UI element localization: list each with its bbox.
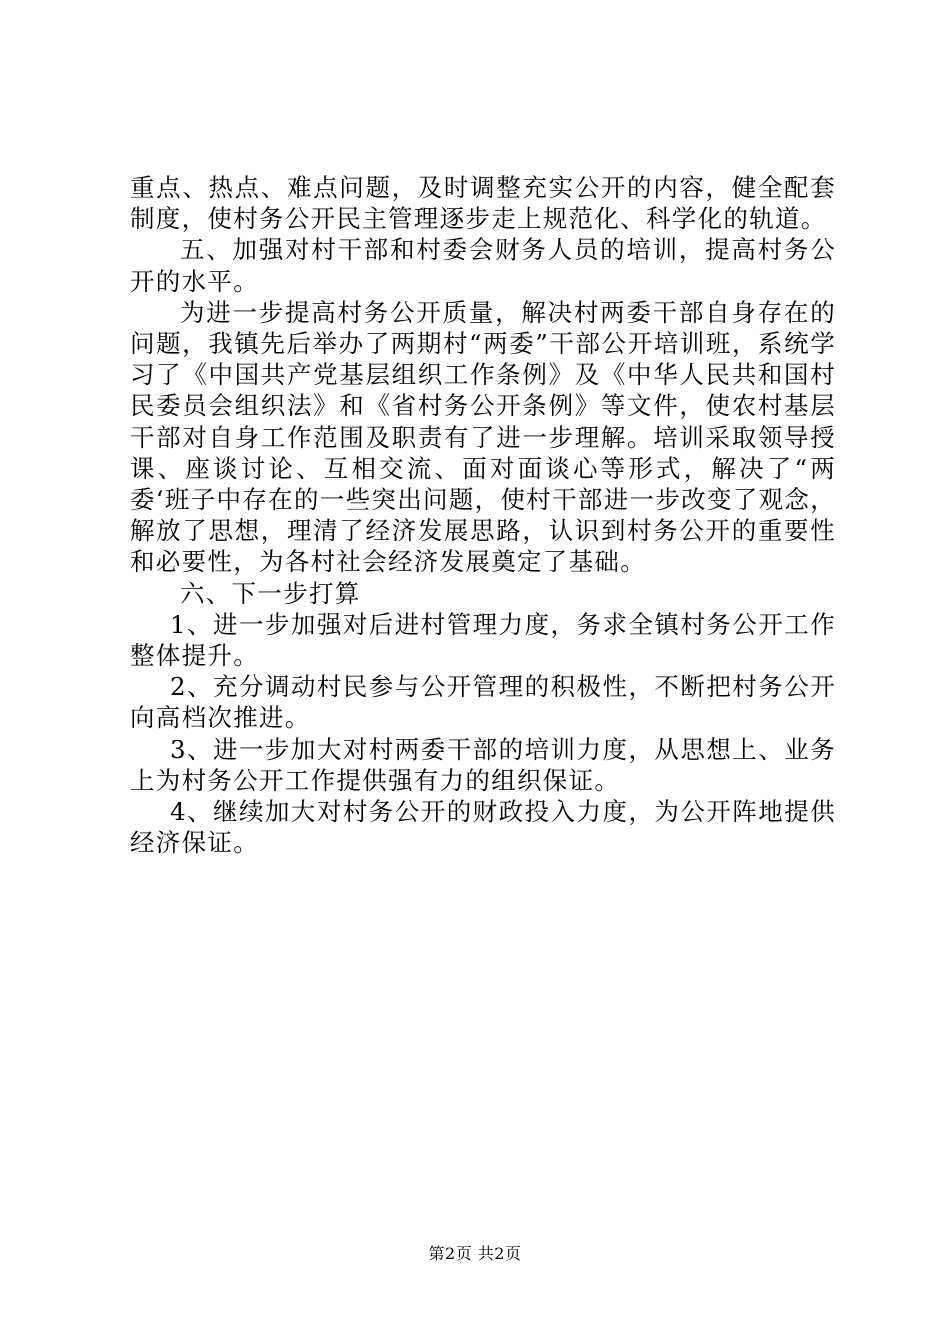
list-item-2: 2、充分调动村民参与公开管理的积极性，不断把村务公开向高档次推进。	[130, 672, 836, 733]
list-item-1: 1、进一步加强对后进村管理力度，务求全镇村务公开工作整体提升。	[130, 609, 836, 671]
document-body	[130, 172, 836, 858]
section-heading-next-steps: 六、下一步打算	[180, 578, 361, 608]
page-number-footer: 第2页 共2页	[428, 1244, 522, 1263]
section-heading-training: 五、加强对村干部和村委会财务人员的培训，提高村务公开的水平。	[130, 235, 836, 296]
paragraph-training: 为进一步提高村务公开质量，解决村两委干部自身存在的问题，我镇先后举办了两期村“两委”干部公开培训班，系统学习了《中国共产党基层组织工作条例》及《中华人民共和国村民委员会组织法》和《省村务公开条例》等文件，使农村基层干部对自身工作范围及职责有了进一步理解。培训采取领导授课、座谈讨论、互相交流、面对面谈心等形式，解决了“两委‘班子中存在的一些突出问题，使村干部进一步改变了观念，解放了思想，理清了经济发展思路，认识到村务公开的重要性和必要性，为各村社会经济发展奠定了基础。	[130, 297, 836, 577]
list-item-3: 3、进一步加大对村两委干部的培训力度，从思想上、业务上为村务公开工作提供强有力的组织保证。	[130, 734, 836, 795]
paragraph-continuation: 重点、热点、难点问题，及时调整充实公开的内容，健全配套制度，使村务公开民主管理逐步走上规范化、科学化的轨道。	[130, 173, 836, 234]
list-item-4: 4、继续加大对村务公开的财政投入力度，为公开阵地提供经济保证。	[130, 797, 836, 858]
